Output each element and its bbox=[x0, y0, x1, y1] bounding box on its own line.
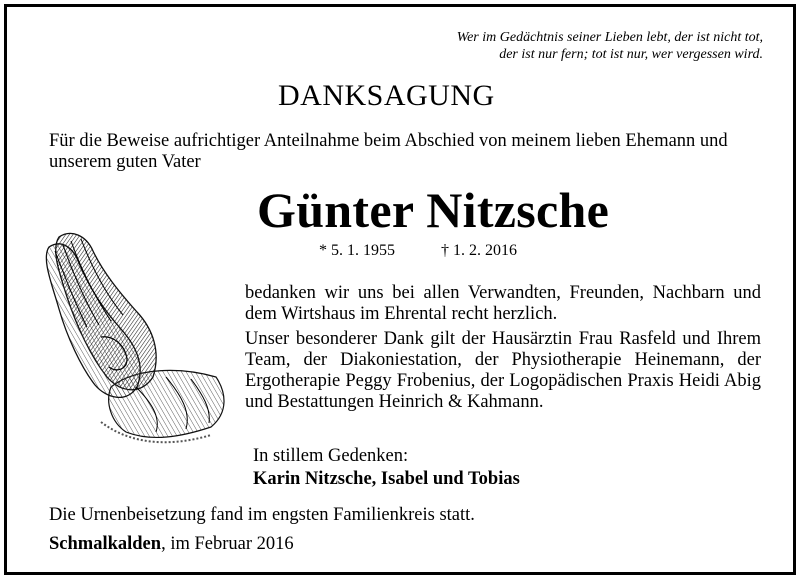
death-date: † 1. 2. 2016 bbox=[441, 242, 517, 259]
thanks-paragraph-1: bedanken wir uns bei allen Verwandten, Freunden, Nachbarn und dem Wirtshaus im Ehrental recht herzlich. bbox=[245, 283, 761, 324]
memorial-quote bbox=[457, 29, 763, 63]
thanks-body bbox=[245, 283, 761, 417]
life-dates bbox=[319, 242, 517, 260]
quote-line-2: der ist nur fern; tot ist nur, wer vergessen wird. bbox=[499, 47, 763, 62]
praying-hands-icon bbox=[41, 217, 231, 452]
intro-text: Für die Beweise aufrichtiger Anteilnahme beim Abschied von meinem lieben Ehemann und unserem guten Vater bbox=[49, 131, 728, 172]
notice-date: , im Februar 2016 bbox=[161, 534, 294, 554]
urn-burial-note: Die Urnenbeisetzung fand im engsten Familienkreis statt. bbox=[49, 505, 475, 525]
deceased-name: Günter Nitzsche bbox=[257, 182, 610, 238]
thanks-paragraph-2: Unser besonderer Dank gilt der Hausärztin Frau Rasfeld und Ihrem Team, der Diakoniestation, der Physiotherapie Heinemann, der Ergotherapie Peggy Frobenius, der Logopädischen Praxis Heidi Abig und Bestattungen Heinrich & Kahmann. bbox=[245, 329, 761, 412]
family-signature: Karin Nitzsche, Isabel und Tobias bbox=[253, 469, 520, 489]
quote-line-1: Wer im Gedächtnis seiner Lieben lebt, der ist nicht tot, bbox=[456, 30, 763, 45]
place-name: Schmalkalden bbox=[49, 534, 162, 554]
in-memory-label: In stillem Gedenken: bbox=[253, 446, 409, 466]
place-date-line bbox=[49, 534, 294, 555]
obituary-notice bbox=[4, 4, 796, 575]
birth-date: * 5. 1. 1955 bbox=[319, 242, 395, 259]
notice-title: DANKSAGUNG bbox=[278, 79, 495, 112]
